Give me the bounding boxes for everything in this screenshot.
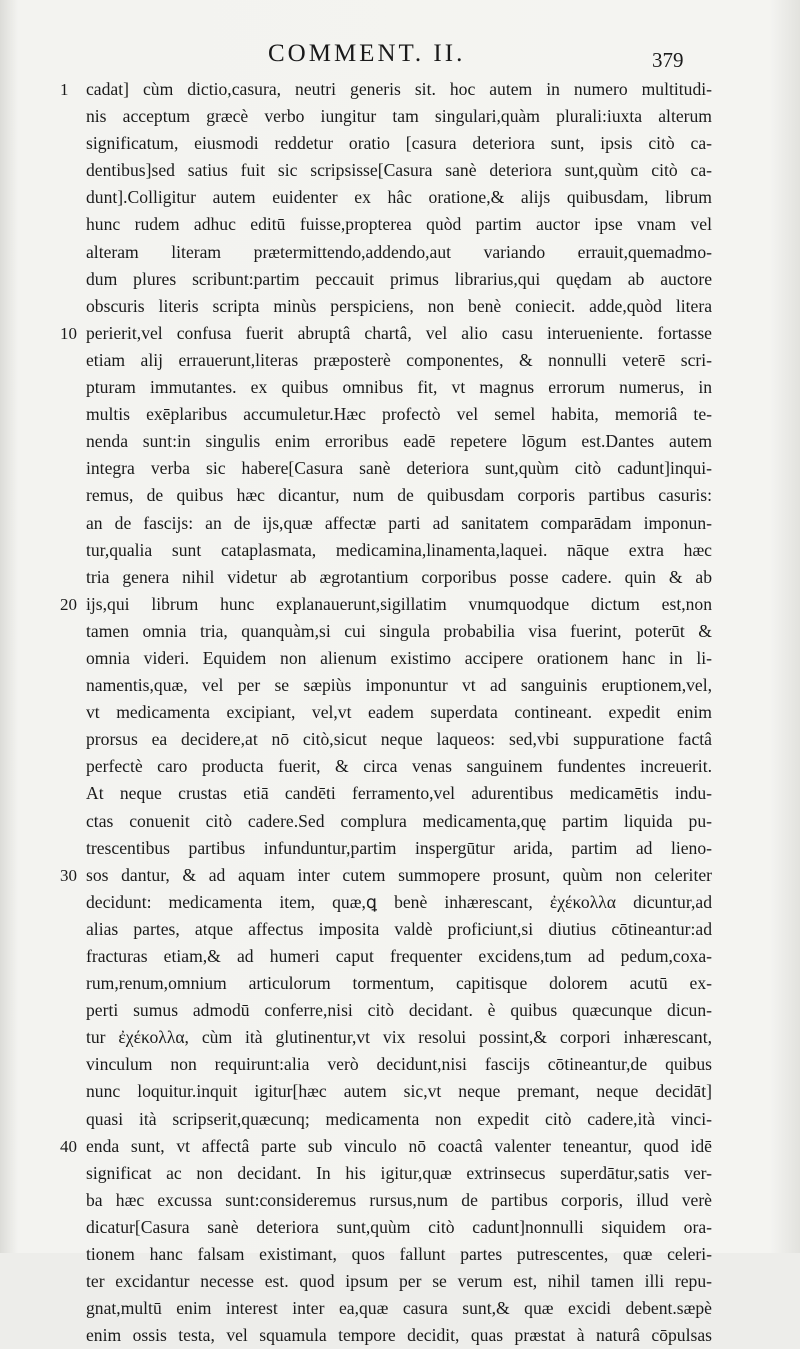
text-line — [86, 726, 712, 753]
text-line — [86, 753, 712, 780]
line-text: cadat] cùm dictio,casura, neutri generis sit. hoc autem in numero multitudi- — [86, 79, 712, 99]
line-text: tionem hanc falsam existimant, quos fallunt partes putrescentes, quæ celeri- — [86, 1244, 712, 1265]
line-text: vinculum non requirunt:alia verò decidunt,nisi fascijs cōtineantur,de quibus — [86, 1054, 712, 1075]
text-line — [86, 1214, 712, 1241]
text-line — [86, 835, 712, 862]
line-number: 40 — [60, 1136, 77, 1156]
text-line — [86, 537, 712, 564]
line-text: decidunt: medicamenta item, quæ,ꝗ benè inhærescant, ἐχέκολλα dicuntur,ad — [86, 891, 712, 912]
text-line — [86, 103, 712, 130]
line-text: an de fascijs: an de ijs,quæ affectæ parti ad sanitatem comparādam imponun- — [86, 512, 712, 533]
text-line — [86, 1187, 712, 1214]
text-line — [86, 970, 712, 997]
line-text: perti sumus admodū conferre,nisi citò decidant. è quibus quæcunque dicun- — [86, 1000, 712, 1021]
line-number: 1 — [60, 80, 69, 99]
line-text: ijs,qui librum hunc explanauerunt,sigillatim vnumquodque dictum est,non — [86, 593, 712, 614]
text-line — [86, 1078, 712, 1105]
text-line — [86, 455, 712, 482]
line-text: ter excidantur necesse est. quod ipsum per se verum est, nihil tamen illi repu- — [86, 1271, 712, 1292]
line-text: dentibus]sed satius fuit sic scripsisse[Casura sanè deteriora sunt,quùm citò ca- — [86, 160, 712, 181]
text-line — [86, 157, 712, 184]
line-text: perfectè caro producta fuerit, & circa venas sanguinem fundentes increuerit. — [86, 756, 712, 777]
line-number: 20 — [60, 594, 77, 614]
text-line — [86, 1051, 712, 1078]
text-line — [86, 266, 712, 293]
line-text: omnia videri. Equidem non alienum existimo accipere orationem hanc in li- — [86, 647, 712, 668]
line-text: fracturas etiam,& ad humeri caput frequenter excidens,tum ad pedum,coxa- — [86, 946, 712, 966]
line-text: dunt].Colligitur autem euidenter ex hâc oratione,& alijs quibusdam, librum — [86, 187, 712, 208]
line-text: alias partes, atque affectus imposita valdè proficiunt,si diutius cōtineantur:ad — [86, 918, 712, 939]
line-text: nunc loquitur.inquit igitur[hæc autem sic,vt neque premant, neque decidāt] — [86, 1081, 712, 1102]
line-text: enda sunt, vt affectâ parte sub vinculo nō coactâ valenter teneantur, quod idē — [86, 1135, 712, 1156]
text-line — [86, 1241, 712, 1268]
line-text: enim ossis testa, vel squamula tempore decidit, quas præstat à naturâ cōpulsas — [86, 1325, 712, 1346]
line-text: rum,renum,omnium articulorum tormentum, capitisque dolorem acutū ex- — [86, 973, 712, 994]
text-line — [86, 184, 712, 211]
line-text: trescentibus partibus infunduntur,partim inspergūtur arida, partim ad lieno- — [86, 837, 712, 858]
text-line — [86, 293, 712, 320]
line-number: 30 — [60, 865, 77, 885]
line-text: alteram literam prætermittendo,addendo,aut variando errauit,quemadmo- — [86, 241, 712, 262]
line-text: pturam immutantes. ex quibus omnibus fit, vt magnus errorum numerus, in — [86, 377, 712, 398]
line-text: ba hæc excussa sunt:consideremus rursus,num de partibus corporis, illud verè — [86, 1189, 712, 1210]
text-line — [86, 428, 712, 455]
text-line — [86, 780, 712, 807]
text-line — [86, 211, 712, 238]
line-text: quasi ità scripserit,quæcunq; medicamenta non expedit citò cadere,ità vinci- — [86, 1108, 712, 1129]
line-text: dicatur[Casura sanè deteriora sunt,quùm citò cadunt]nonnulli siquidem ora- — [86, 1216, 712, 1237]
text-line — [86, 889, 712, 916]
text-line — [86, 1160, 712, 1187]
page-header — [0, 40, 800, 76]
text-line — [86, 1106, 712, 1133]
text-line — [86, 997, 712, 1024]
text-line — [86, 482, 712, 509]
line-text: ctas conuenit citò cadere.Sed complura medicamenta,quę partim liquida pu- — [86, 810, 712, 831]
line-text: vt medicamenta excipiant, vel,vt eadem superdata contineant. expedit enim — [86, 702, 712, 723]
text-line — [60, 1133, 712, 1160]
text-line — [86, 1322, 712, 1349]
line-text: tur,qualia sunt cataplasmata, medicamina,linamenta,laquei. nāque extra hæc — [86, 539, 712, 560]
line-text: tamen omnia tria, quanquàm,si cui singula probabilia visa fuerint, poterūt & — [86, 620, 712, 641]
text-line — [86, 1295, 712, 1322]
text-line — [86, 943, 712, 970]
line-number: 10 — [60, 323, 77, 343]
line-text: obscuris literis scripta minùs perspiciens, non benè coniecit. adde,quòd litera — [86, 295, 712, 316]
text-line — [60, 862, 712, 889]
text-line — [86, 916, 712, 943]
text-line — [60, 76, 712, 103]
text-line — [86, 699, 712, 726]
text-line — [86, 808, 712, 835]
line-text: integra verba sic habere[Casura sanè deteriora sunt,quùm citò cadunt]inqui- — [86, 458, 712, 479]
line-text: tur ἐχέκολλα, cùm ità glutinentur,vt vix resolui possint,& corpori inhærescant, — [86, 1027, 712, 1048]
line-text: remus, de quibus hæc dicantur, num de quibusdam corporis partibus casuris: — [86, 485, 712, 506]
line-text: nenda sunt:in singulis enim erroribus eadē repetere lōgum est.Dantes autem — [86, 431, 712, 452]
text-line — [86, 374, 712, 401]
line-text: significat ac non decidant. In his igitur,quæ extrinsecus superdātur,satis ver- — [86, 1162, 712, 1183]
line-text: significatum, eiusmodi reddetur oratio [casura deteriora sunt, ipsis citò ca- — [86, 133, 712, 154]
text-line — [86, 672, 712, 699]
text-line — [86, 401, 712, 428]
line-text: sos dantur, & ad aquam inter cutem summopere prosunt, quùm non celeriter — [86, 864, 712, 885]
text-line — [86, 130, 712, 157]
line-text: hunc rudem adhuc editū fuisse,propterea quòd partim auctor ipse vnam vel — [86, 214, 712, 235]
text-line — [86, 1024, 712, 1051]
line-text: tria genera nihil videtur ab ægrotantium corporibus posse cadere. quin & ab — [86, 566, 712, 587]
text-line — [86, 347, 712, 374]
text-block — [60, 76, 712, 1349]
running-head: COMMENT. II. — [268, 40, 466, 67]
line-text: prorsus ea decidere,at nō citò,sicut neque laqueos: sed,vbi suppuratione factâ — [86, 729, 712, 750]
text-line — [60, 591, 712, 618]
line-text: gnat,multū enim interest inter ea,quæ casura sunt,& quæ excidi debent.sæpè — [86, 1298, 712, 1319]
text-line — [86, 239, 712, 266]
page-number: 379 — [652, 48, 684, 72]
text-line — [86, 564, 712, 591]
text-line — [86, 1268, 712, 1295]
line-text: multis exēplaribus accumuletur.Hæc profectò vel semel habita, memoriâ te- — [86, 404, 712, 425]
text-line — [86, 645, 712, 672]
text-line — [86, 510, 712, 537]
line-text: nis acceptum græcè verbo iungitur tam singulari,quàm plurali:iuxta alterum — [86, 106, 712, 127]
line-text: namentis,quæ, vel per se sæpiùs imponuntur vt ad sanguinis eruptionem,vel, — [86, 675, 712, 696]
line-text: etiam alij errauerunt,literas præposterè componentes, & nonnulli veterē scri- — [86, 349, 712, 370]
line-text: dum plures scribunt:partim peccauit primus librarius,qui quędam ab auctore — [86, 268, 712, 289]
text-line — [86, 618, 712, 645]
line-text: perierit,vel confusa fuerit abruptâ chartâ, vel alio casu interueniente. fortasse — [86, 322, 712, 343]
line-text: At neque crustas etiā candēti ferramento,vel adurentibus medicamētis indu- — [86, 783, 712, 804]
text-line — [60, 320, 712, 347]
